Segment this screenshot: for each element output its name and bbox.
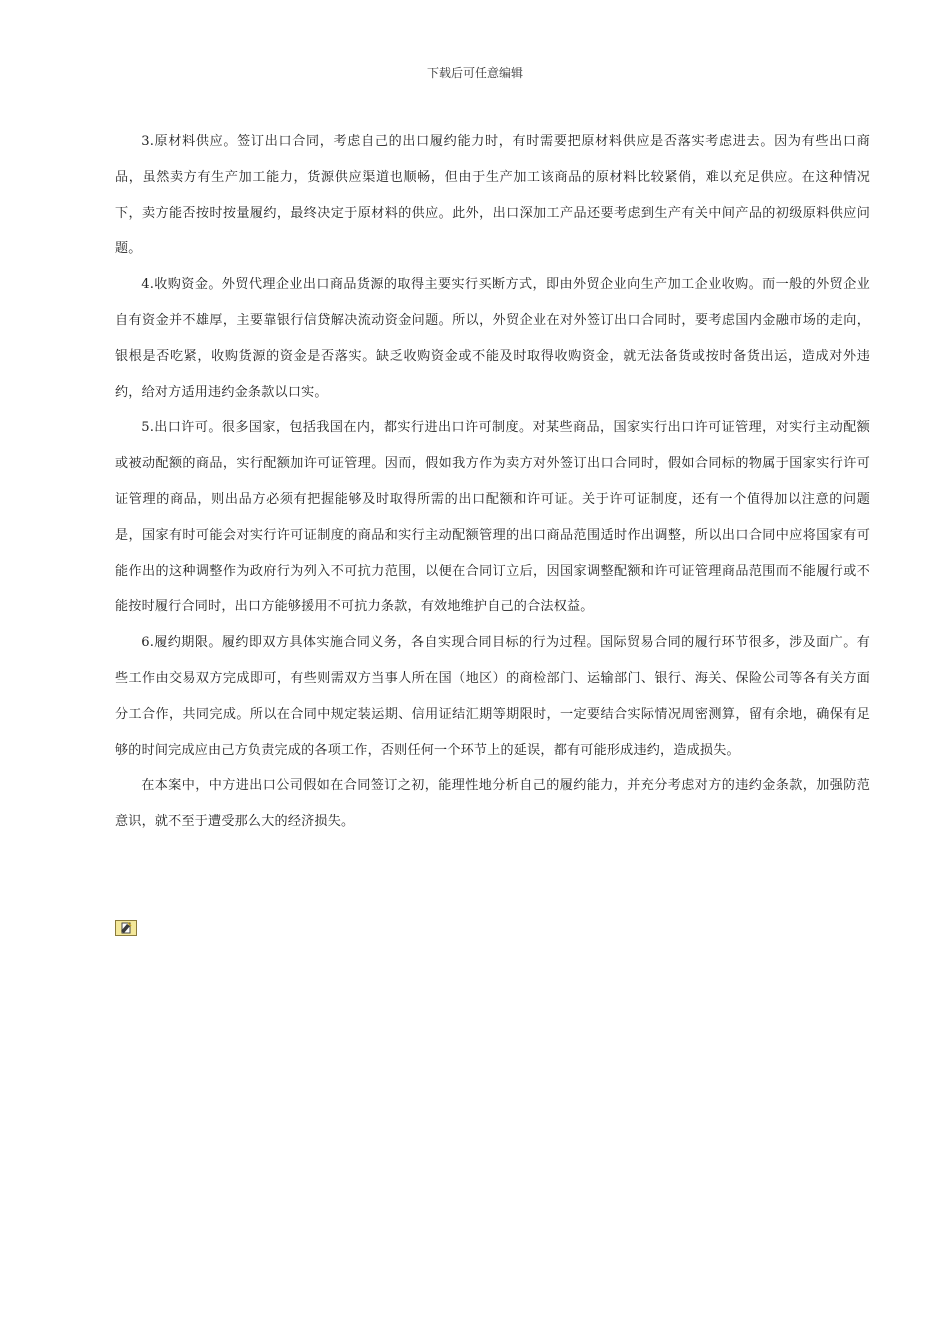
paragraph-purchase-funds: 4.收购资金。外贸代理企业出口商品货源的取得主要实行买断方式，即由外贸企业向生产加工企业收购。而一般的外贸企业自有资金并不雄厚，主要靠银行信贷解决流动资金问题。所以，外贸企业在对外签订出口合同时，要考虑国内金融市场的走向，银根是否吃紧，收购货源的资金是否落实。缺乏收购资金或不能及时取得收购资金，就无法备货或按时备货出运，造成对外违约，给对方适用违约金条款以口实。 bbox=[115, 277, 870, 400]
paragraph-raw-materials: 3.原材料供应。签订出口合同，考虑自己的出口履约能力时，有时需要把原材料供应是否落实考虑进去。因为有些出口商品，虽然卖方有生产加工能力，货源供应渠道也顺畅，但由于生产加工该商品的原材料比较紧俏，难以充足供应。在这种情况下，卖方能否按时按量履约，最终决定于原材料的供应。此外，出口深加工产品还要考虑到生产有关中间产品的初级原料供应问题。 bbox=[115, 134, 870, 257]
document-object-icon-graphic bbox=[116, 921, 136, 935]
paragraph-performance-period: 6.履约期限。履约即双方具体实施合同义务，各自实现合同目标的行为过程。国际贸易合同的履行环节很多，涉及面广。有些工作由交易双方完成即可，有些则需双方当事人所在国（地区）的商检部门、运输部门、银行、海关、保险公司等各有关方面分工合作，共同完成。所以在合同中规定装运期、信用证结汇期等期限时，一定要结合实际情况周密测算，留有余地，确保有足够的时间完成应由己方负责完成的各项工作，否则任何一个环节上的延误，都有可能形成违约，造成损失。 bbox=[115, 635, 870, 758]
document-body bbox=[115, 124, 870, 840]
document-object-icon[interactable] bbox=[115, 920, 137, 936]
paragraph-case-conclusion: 在本案中，中方进出口公司假如在合同签订之初，能理性地分析自己的履约能力，并充分考虑对方的违约金条款，加强防范意识，就不至于遭受那么大的经济损失。 bbox=[115, 778, 870, 830]
paragraph-export-license: 5.出口许可。很多国家，包括我国在内，都实行进出口许可制度。对某些商品，国家实行出口许可证管理，对实行主动配额或被动配额的商品，实行配额加许可证管理。因而，假如我方作为卖方对外签订出口合同时，假如合同标的物属于国家实行许可证管理的商品，则出品方必须有把握能够及时取得所需的出口配额和许可证。关于许可证制度，还有一个值得加以注意的问题是，国家有时可能会对实行许可证制度的商品和实行主动配额管理的出口商品范围适时作出调整，所以出口合同中应将国家有可能作出的这种调整作为政府行为列入不可抗力范围，以便在合同订立后，因国家调整配额和许可证管理商品范围而不能履行或不能按时履行合同时，出口方能够援用不可抗力条款，有效地维护自己的合法权益。 bbox=[115, 420, 870, 615]
page-header: 下载后可任意编辑 bbox=[426, 66, 523, 80]
